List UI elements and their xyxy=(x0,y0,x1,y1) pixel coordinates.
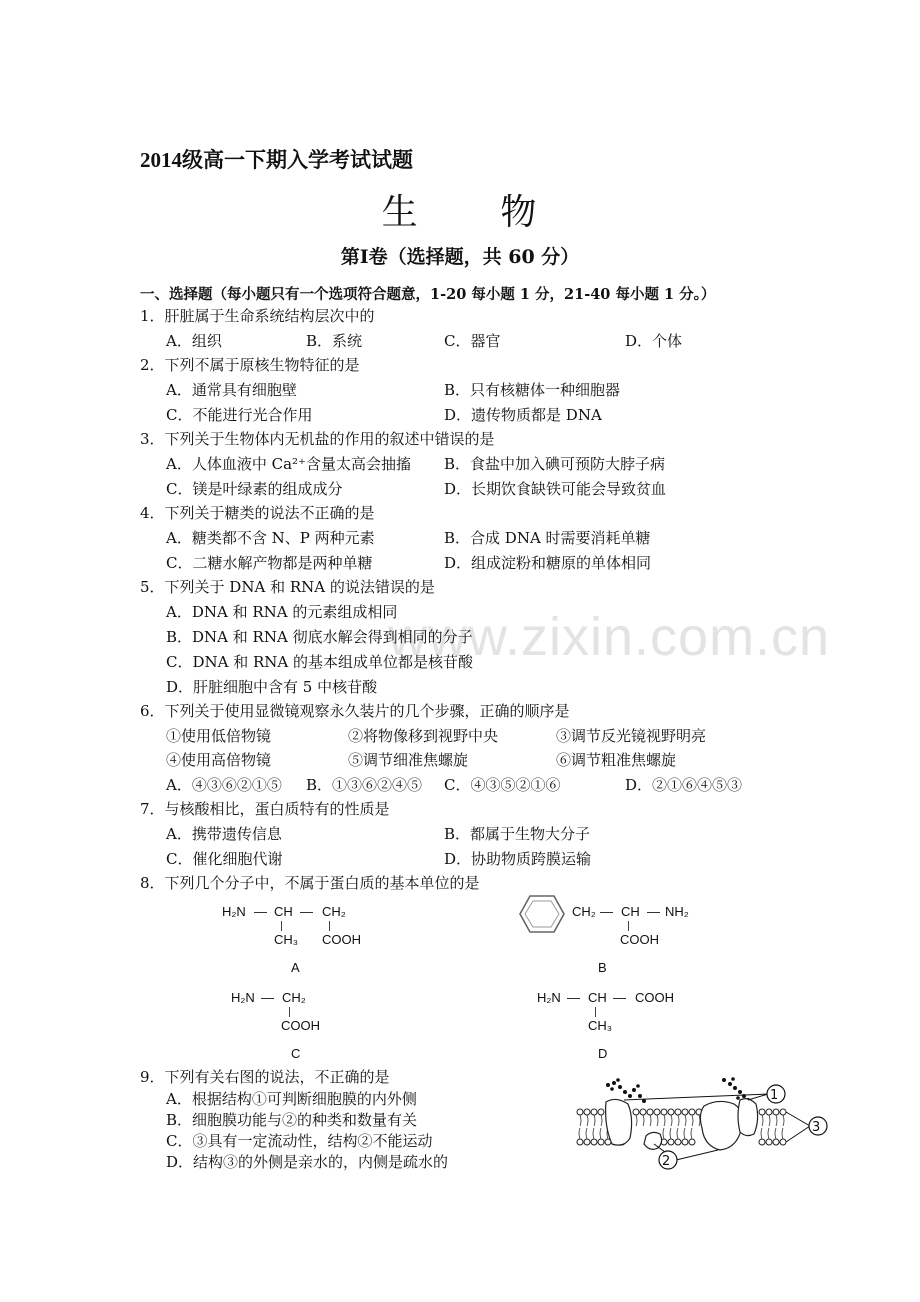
molecule-a-label: A xyxy=(291,960,300,975)
molecule-d-bond: — xyxy=(567,990,580,1005)
molecule-a-alpha-carbon: CH xyxy=(274,904,293,919)
question-2-option-d: D．遗传物质都是 DNA xyxy=(444,406,602,424)
question-6-step-6: ⑥调节粗准焦螺旋 xyxy=(556,751,677,769)
benzene-ring-icon xyxy=(518,894,566,934)
question-6-step-2: ②将物像移到视野中央 xyxy=(348,727,499,745)
question-1-option-c: C．器官 xyxy=(444,332,501,350)
question-7-option-b: B．都属于生物大分子 xyxy=(444,825,591,843)
question-7-stem: 7．与核酸相比，蛋白质特有的性质是 xyxy=(140,800,390,818)
question-6-step-4: ④使用高倍物镜 xyxy=(166,751,272,769)
question-9-option-b: B．细胞膜功能与②的种类和数量有关 xyxy=(166,1111,418,1129)
question-2-option-a: A．通常具有细胞壁 xyxy=(166,381,297,399)
figure-label-2: 2 xyxy=(662,1154,671,1169)
molecule-c-bond-vertical xyxy=(289,1007,290,1017)
instructions: 一、选择题（每小题只有一个选项符合题意，1-20 每小题 1 分，21-40 每小题 1 分。） xyxy=(140,286,716,303)
section-title: 第Ⅰ卷（选择题，共 60 分） xyxy=(340,246,580,268)
question-6-option-b: B．①③⑥②④⑤ xyxy=(306,776,423,794)
question-5-option-d: D．肝脏细胞中含有 5 中核苷酸 xyxy=(166,678,378,696)
figure-label-1: 1 xyxy=(770,1088,779,1103)
question-3-option-d: D．长期饮食缺铁可能会导致贫血 xyxy=(444,480,667,498)
question-5-option-a: A．DNA 和 RNA 的元素组成相同 xyxy=(166,603,398,621)
question-6-stem: 6．下列关于使用显微镜观察永久装片的几个步骤，正确的顺序是 xyxy=(140,702,570,720)
molecule-b-label: B xyxy=(598,960,607,975)
molecule-a-bond-vertical xyxy=(281,921,282,931)
question-1-option-b: B．系统 xyxy=(306,332,363,350)
question-6-option-c: C．④③⑤②①⑥ xyxy=(444,776,561,794)
question-3-option-c: C．镁是叶绿素的组成成分 xyxy=(166,480,343,498)
molecule-a-bond: — xyxy=(300,904,313,919)
question-9-stem: 9．下列有关右图的说法，不正确的是 xyxy=(140,1068,390,1086)
question-9-option-d: D．结构③的外侧是亲水的，内侧是疏水的 xyxy=(166,1153,449,1171)
question-4-stem: 4．下列关于糖类的说法不正确的是 xyxy=(140,504,375,522)
molecule-a-ch2: CH₂ xyxy=(322,904,346,919)
question-4-option-b: B．合成 DNA 时需要消耗单糖 xyxy=(444,529,651,547)
question-6-option-d: D．②①⑥④⑤③ xyxy=(625,776,743,794)
question-5-stem: 5．下列关于 DNA 和 RNA 的说法错误的是 xyxy=(140,578,435,596)
molecule-c-label: C xyxy=(291,1046,301,1061)
question-7-option-c: C．催化细胞代谢 xyxy=(166,850,283,868)
molecule-c-bond: — xyxy=(261,990,274,1005)
question-2-option-b: B．只有核糖体一种细胞器 xyxy=(444,381,621,399)
molecule-a-bond-vertical xyxy=(329,921,330,931)
question-9-option-a: A．根据结构①可判断细胞膜的内外侧 xyxy=(166,1090,417,1108)
molecule-a-bond: — xyxy=(254,904,267,919)
molecule-c-ch2: CH₂ xyxy=(282,990,306,1005)
question-6-step-1: ①使用低倍物镜 xyxy=(166,727,272,745)
question-9-option-c: C．③具有一定流动性，结构②不能运动 xyxy=(166,1132,433,1150)
subject-title: 生 物 xyxy=(381,192,539,233)
question-7-option-a: A．携带遗传信息 xyxy=(166,825,282,843)
molecule-d-bond-vertical xyxy=(595,1007,596,1017)
exam-title: 2014级高一下期入学考试试题 xyxy=(140,148,413,172)
question-3-stem: 3．下列关于生物体内无机盐的作用的叙述中错误的是 xyxy=(140,430,495,448)
molecule-b-bond: — xyxy=(647,904,660,919)
molecule-a-amine: H₂N xyxy=(222,904,246,919)
molecule-d-methyl: CH₃ xyxy=(588,1018,613,1033)
question-6-option-a: A．④③⑥②①⑤ xyxy=(166,776,282,794)
molecule-d-carboxyl: COOH xyxy=(635,990,674,1005)
molecule-b-bond-vertical xyxy=(628,921,629,931)
question-1-stem: 1．肝脏属于生命系统结构层次中的 xyxy=(140,307,375,325)
question-4-option-a: A．糖类都不含 N、P 两种元素 xyxy=(166,529,375,547)
molecule-b-alpha-carbon: CH xyxy=(621,904,640,919)
molecule-d-label: D xyxy=(598,1046,608,1061)
question-2-option-c: C．不能进行光合作用 xyxy=(166,406,313,424)
cell-membrane-figure xyxy=(572,1076,834,1172)
molecule-a-carboxyl: COOH xyxy=(322,932,361,947)
question-7-option-d: D．协助物质跨膜运输 xyxy=(444,850,592,868)
figure-label-3: 3 xyxy=(812,1120,821,1135)
molecule-d-alpha-carbon: CH xyxy=(588,990,607,1005)
molecule-a-methyl: CH₃ xyxy=(274,932,299,947)
molecule-b-bond: — xyxy=(600,904,613,919)
question-5-option-b: B．DNA 和 RNA 彻底水解会得到相同的分子 xyxy=(166,628,473,646)
question-6-step-3: ③调节反光镜视野明亮 xyxy=(556,727,707,745)
question-1-option-d: D．个体 xyxy=(625,332,683,350)
molecule-c-carboxyl: COOH xyxy=(281,1018,320,1033)
question-1-option-a: A．组织 xyxy=(166,332,222,350)
molecule-b-amine: NH₂ xyxy=(665,904,689,919)
molecule-d-bond: — xyxy=(613,990,626,1005)
question-3-option-a: A．人体血液中 Ca²⁺含量太高会抽搐 xyxy=(166,455,411,473)
question-4-option-d: D．组成淀粉和糖原的单体相同 xyxy=(444,554,652,572)
question-6-step-5: ⑤调节细准焦螺旋 xyxy=(348,751,469,769)
question-4-option-c: C．二糖水解产物都是两种单糖 xyxy=(166,554,373,572)
question-3-option-b: B．食盐中加入碘可预防大脖子病 xyxy=(444,455,666,473)
watermark: www.zixin.com.cn xyxy=(388,607,831,667)
molecule-d-amine: H₂N xyxy=(537,990,561,1005)
question-8-stem: 8．下列几个分子中，不属于蛋白质的基本单位的是 xyxy=(140,874,480,892)
molecule-b-carboxyl: COOH xyxy=(620,932,659,947)
molecule-b-ch2: CH₂ xyxy=(572,904,596,919)
question-5-option-c: C．DNA 和 RNA 的基本组成单位都是核苷酸 xyxy=(166,653,474,671)
molecule-c-amine: H₂N xyxy=(231,990,255,1005)
question-2-stem: 2．下列不属于原核生物特征的是 xyxy=(140,356,360,374)
